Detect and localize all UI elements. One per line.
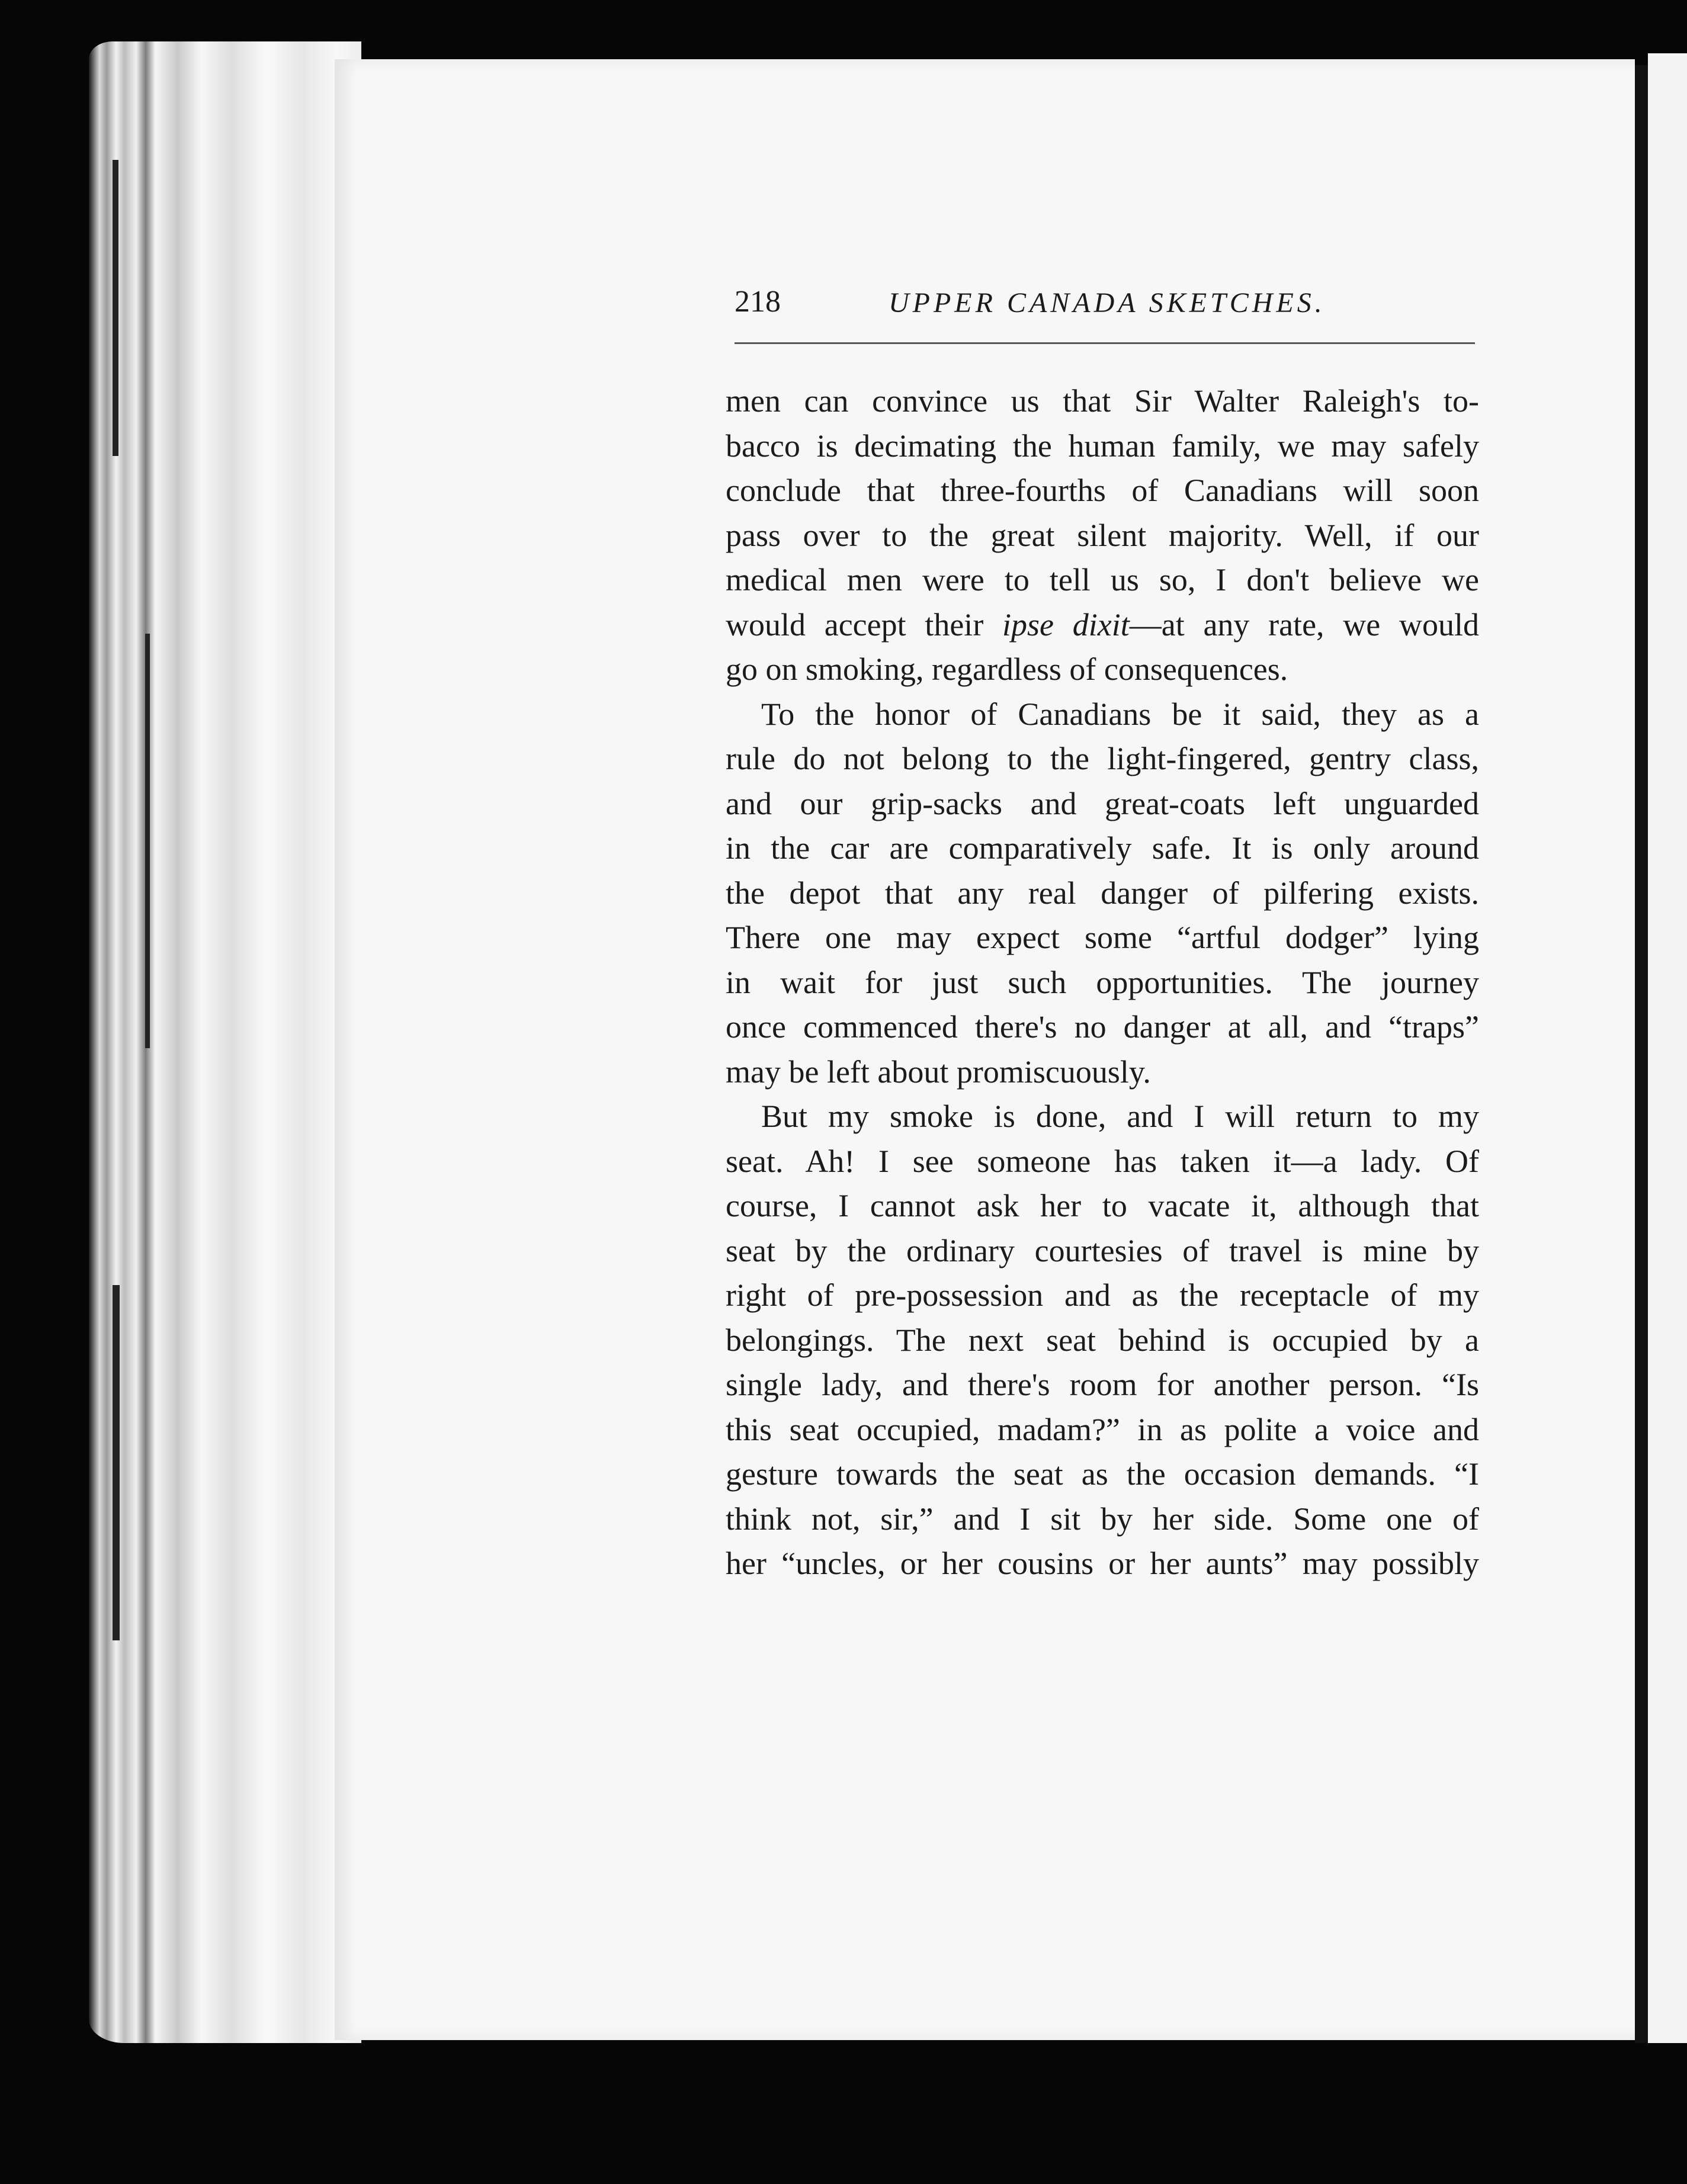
text-line: once commenced there's no danger at all, and “traps” (726, 1009, 1479, 1045)
paragraph-start: But my smoke is done, and I will return to my (761, 1099, 1479, 1134)
page-number: 218 (735, 285, 781, 319)
edge-shadow (145, 634, 150, 1048)
text-line: rule do not belong to the light-fingered, gentry class, (726, 741, 1479, 776)
edge-shadow (113, 160, 118, 456)
text-line: bacco is decimating the human family, we may safely (726, 428, 1479, 464)
text-line: There one may expect some “artful dodger” lying (726, 920, 1479, 955)
italic-phrase: ipse dixit (1002, 606, 1130, 643)
edge-shadow (113, 1285, 120, 1640)
text-line: the depot that any real danger of pilfering exists. (726, 875, 1479, 911)
text-line: men can convince us that Sir Walter Raleigh's to- (726, 383, 1479, 419)
body-text (726, 379, 1479, 1586)
text-line: course, I cannot ask her to vacate it, although that (726, 1188, 1479, 1223)
text-line: belongings. The next seat behind is occupied by a (726, 1322, 1479, 1358)
text-line: and our grip-sacks and great-coats left unguarded (726, 785, 1479, 821)
text-line: conclude that three-fourths of Canadians will soon (726, 473, 1479, 508)
text-line: right of pre-possession and as the receptacle of my (726, 1277, 1479, 1313)
text-line: medical men were to tell us so, I don't believe we (726, 562, 1479, 598)
text-line: seat. Ah! I see someone has taken it—a lady. Of (726, 1143, 1479, 1179)
text-line: this seat occupied, madam?” in as polite a voice and (726, 1411, 1479, 1447)
text-segment: would accept their (726, 606, 1003, 643)
gutter-shadow (1635, 65, 1648, 2043)
text-line: may be left about promiscuously. (726, 1054, 1151, 1090)
page-header (735, 284, 1475, 338)
text-line: her “uncles, or her cousins or her aunts” may possibly (726, 1546, 1479, 1581)
running-title: UPPER CANADA SKETCHES. (889, 287, 1326, 319)
text-line: in the car are comparatively safe. It is only around (726, 830, 1479, 866)
paragraph-start: To the honor of Canadians be it said, they as a (761, 696, 1479, 732)
text-line: pass over to the great silent majority. Well, if our (726, 517, 1479, 553)
text-line: single lady, and there's room for another person. “Is (726, 1367, 1479, 1402)
text-line: think not, sir,” and I sit by her side. Some one of (726, 1501, 1479, 1537)
text-line: go on smoking, regardless of consequences. (726, 651, 1288, 687)
text-line (726, 603, 1479, 648)
text-line: seat by the ordinary courtesies of travel is mine by (726, 1232, 1479, 1268)
page-edges (89, 41, 361, 2043)
text-line: gesture towards the seat as the occasion demands. “I (726, 1456, 1479, 1492)
text-line: in wait for just such opportunities. The journey (726, 964, 1479, 1000)
text-segment: —at any rate, we would (1129, 606, 1479, 643)
facing-page-edge (1648, 53, 1687, 2043)
header-rule (735, 342, 1475, 344)
